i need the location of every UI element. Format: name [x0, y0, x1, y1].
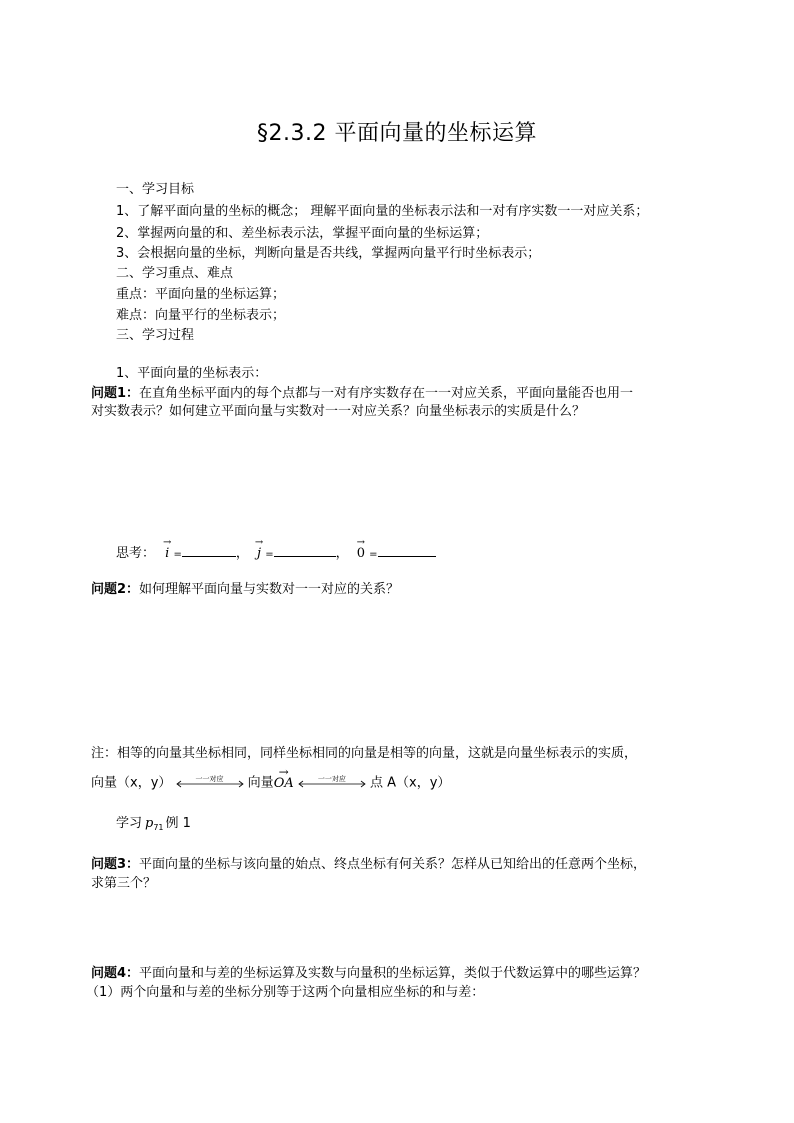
- vector-arrow-icon: →: [163, 537, 172, 548]
- blank-i-field[interactable]: [182, 542, 236, 557]
- key-point: 重点：平面向量的坐标运算；: [116, 287, 286, 302]
- question-1-line-1: [91, 386, 633, 402]
- page-title: §2.3.2 平面向量的坐标运算: [257, 121, 537, 146]
- vector-oa: → OA: [273, 764, 294, 791]
- double-arrow-icon: 一一对应: [176, 775, 244, 791]
- difficult-point: 难点：向量平行的坐标表示；: [116, 308, 286, 323]
- goal-item-1: 1、了解平面向量的坐标的概念； 理解平面向量的坐标表示法和一对有序实数一一对应关系；: [116, 204, 649, 219]
- question-2-label: 问题2：: [91, 582, 140, 597]
- section-keypoints-heading: 二、学习重点、难点: [116, 266, 234, 281]
- vector-arrow-icon: →: [278, 764, 289, 779]
- question-1-label: 问题1：: [91, 386, 140, 401]
- map-point-a: 点 A（x，y）: [370, 775, 451, 791]
- vector-zero: → 0: [356, 537, 366, 561]
- question-2-text: 如何理解平面向量与实数对一一对应的关系？: [139, 582, 400, 597]
- question-3-label: 问题3：: [91, 857, 140, 872]
- goal-item-2: 2、掌握两向量的和、差坐标表示法，掌握平面向量的坐标运算；: [116, 226, 489, 241]
- blank-j-field[interactable]: [274, 542, 336, 557]
- vector-arrow-icon: →: [254, 537, 264, 548]
- question-4-text: 平面向量和与差的坐标运算及实数与向量积的坐标运算，类似于代数运算中的哪些运算？: [139, 966, 647, 981]
- question-2: [91, 582, 399, 598]
- question-3-line-1: [91, 857, 646, 873]
- study-example: 学习 $p_{71}$ 例 1: [116, 816, 191, 832]
- map-vector-xy: 向量（x，y）: [91, 775, 172, 791]
- goal-item-3: 3、会根据向量的坐标，判断向量是否共线，掌握两向量平行时坐标表示；: [116, 246, 541, 261]
- question-4-label: 问题4：: [91, 966, 140, 981]
- question-4: [91, 966, 646, 982]
- section-goals-heading: 一、学习目标: [116, 182, 195, 197]
- section-process-heading: 三、学习过程: [116, 328, 195, 343]
- correspondence-row: [91, 764, 451, 792]
- question-1-text-1: 在直角坐标平面内的每个点都与一对有序实数存在一一对应关系，平面向量能否也用一: [139, 386, 634, 401]
- question-4-sub-1: （1）两个向量和与差的坐标分别等于这两个向量相应坐标的和与差：: [86, 985, 485, 1000]
- question-3-line-2: 求第三个？: [91, 876, 157, 891]
- note-text: 注：相等的向量其坐标相同，同样坐标相同的向量是相等的向量，这就是向量坐标表示的实质，: [91, 746, 638, 761]
- question-3-text-1: 平面向量的坐标与该向量的始点、终点坐标有何关系？怎样从已知给出的任意两个坐标，: [139, 857, 647, 872]
- subsection-coordinate-representation: 1、平面向量的坐标表示：: [116, 366, 268, 381]
- vector-j: → j: [254, 537, 264, 561]
- question-1-line-2: 对实数表示？如何建立平面向量与实数对一一对应关系？向量坐标表示的实质是什么？: [91, 404, 586, 419]
- vector-arrow-icon: →: [356, 537, 366, 548]
- map-vector-oa-prefix: 向量: [247, 775, 274, 791]
- vector-i: → i: [163, 537, 172, 561]
- think-label: 思考：: [116, 546, 156, 561]
- think-row: 思考： → i = ， → j = ， → 0 =: [116, 542, 436, 563]
- double-arrow-icon: 一一对应: [298, 775, 366, 791]
- blank-zero-field[interactable]: [378, 542, 436, 557]
